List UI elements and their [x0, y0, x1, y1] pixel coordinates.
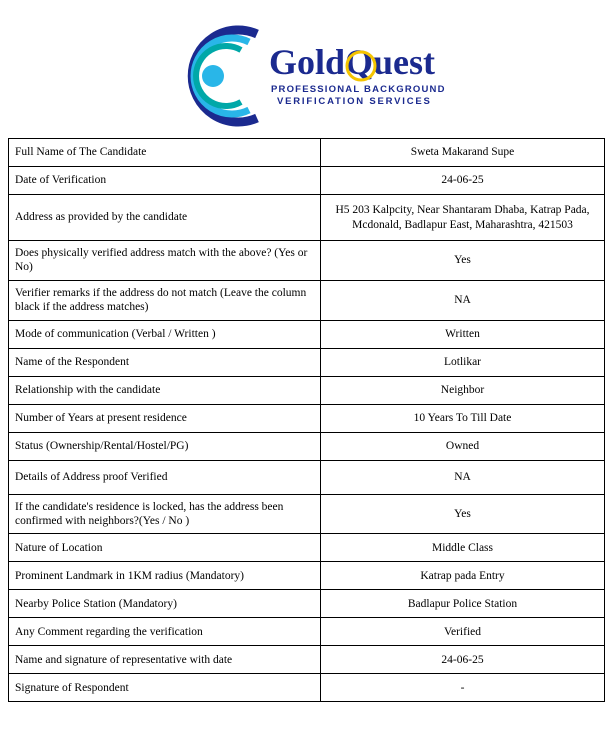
- table-row: [9, 432, 605, 460]
- logo-tagline-line2: VERIFICATION SERVICES: [277, 96, 432, 107]
- field-label: Status (Ownership/Rental/Hostel/PG): [9, 432, 321, 460]
- field-value: Badlapur Police Station: [321, 590, 605, 618]
- field-value: 24-06-25: [321, 646, 605, 674]
- table-row: [9, 674, 605, 702]
- table-row: [9, 646, 605, 674]
- field-label: Mode of communication (Verbal / Written ): [9, 320, 321, 348]
- logo-brand-gold: Gold: [269, 42, 346, 82]
- field-label: If the candidate's residence is locked, has the address been confirmed with neighbors?(Yes / No ): [9, 494, 321, 534]
- field-label: Name of the Respondent: [9, 348, 321, 376]
- field-value: Written: [321, 320, 605, 348]
- field-label: Nature of Location: [9, 534, 321, 562]
- table-row: [9, 618, 605, 646]
- logo-brand-quest: Quest: [345, 42, 436, 82]
- field-label: Full Name of The Candidate: [9, 139, 321, 167]
- field-value: Neighbor: [321, 376, 605, 404]
- verification-form-table: [8, 138, 605, 702]
- table-row: [9, 534, 605, 562]
- field-label: Number of Years at present residence: [9, 404, 321, 432]
- field-value: H5 203 Kalpcity, Near Shantaram Dhaba, Katrap Pada, Mcdonald, Badlapur East, Maharashtra, 421503: [321, 195, 605, 241]
- field-value: NA: [321, 460, 605, 494]
- field-value: Sweta Makarand Supe: [321, 139, 605, 167]
- form-table-body: [9, 139, 605, 702]
- field-label: Nearby Police Station (Mandatory): [9, 590, 321, 618]
- table-row: [9, 241, 605, 281]
- field-value: Lotlikar: [321, 348, 605, 376]
- table-row: [9, 460, 605, 494]
- field-label: Relationship with the candidate: [9, 376, 321, 404]
- table-row: [9, 562, 605, 590]
- field-value: 10 Years To Till Date: [321, 404, 605, 432]
- logo-wrap: [161, 22, 451, 130]
- field-label: Details of Address proof Verified: [9, 460, 321, 494]
- field-value: NA: [321, 280, 605, 320]
- field-label: Date of Verification: [9, 167, 321, 195]
- field-value: Katrap pada Entry: [321, 562, 605, 590]
- table-row: [9, 139, 605, 167]
- table-row: [9, 376, 605, 404]
- field-value: Yes: [321, 241, 605, 281]
- table-row: [9, 494, 605, 534]
- field-value: 24-06-25: [321, 167, 605, 195]
- logo-tagline-line1: PROFESSIONAL BACKGROUND: [271, 84, 446, 95]
- field-value: -: [321, 674, 605, 702]
- field-value: Middle Class: [321, 534, 605, 562]
- table-row: [9, 195, 605, 241]
- field-label: Any Comment regarding the verification: [9, 618, 321, 646]
- table-row: [9, 167, 605, 195]
- field-value: Owned: [321, 432, 605, 460]
- field-label: Address as provided by the candidate: [9, 195, 321, 241]
- table-row: [9, 590, 605, 618]
- field-label: Signature of Respondent: [9, 674, 321, 702]
- table-row: [9, 320, 605, 348]
- table-row: [9, 404, 605, 432]
- field-label: Does physically verified address match with the above? (Yes or No): [9, 241, 321, 281]
- goldquest-logo-graphic: [161, 22, 451, 130]
- table-row: [9, 280, 605, 320]
- field-value: Yes: [321, 494, 605, 534]
- field-label: Prominent Landmark in 1KM radius (Mandatory): [9, 562, 321, 590]
- company-logo: [0, 0, 612, 138]
- field-value: Verified: [321, 618, 605, 646]
- field-label: Verifier remarks if the address do not match (Leave the column black if the address matches): [9, 280, 321, 320]
- table-row: [9, 348, 605, 376]
- field-label: Name and signature of representative with date: [9, 646, 321, 674]
